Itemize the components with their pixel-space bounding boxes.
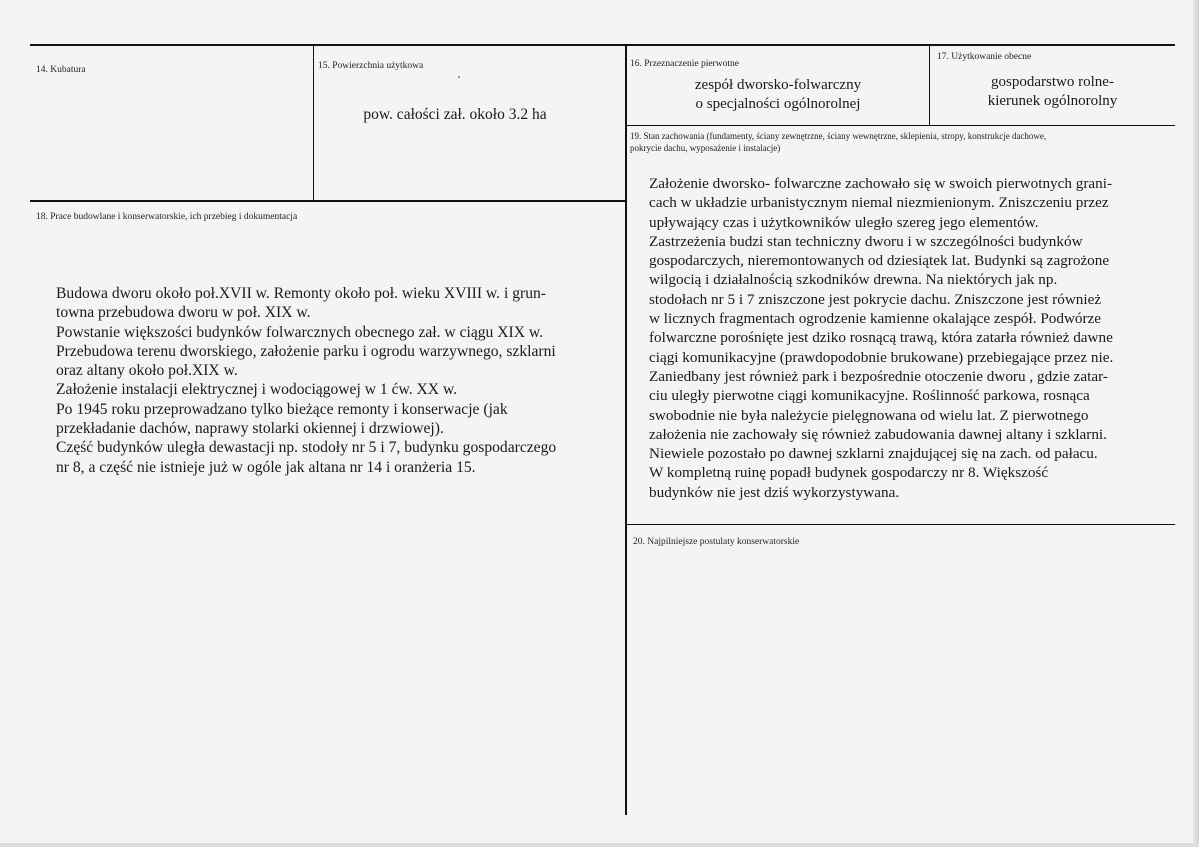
field-16-value	[627, 76, 929, 114]
field-20-label: 20. Najpilniejsze postulaty konserwatorskie	[633, 537, 800, 547]
field-18-line: przekładanie dachów, naprawy stolarki okiennej i drzwiowej).	[56, 420, 444, 438]
field-19-line: folwarczne porośnięte jest dziko rosnącą trawą, która zatarła również dawne	[649, 329, 1113, 347]
field-17-label: 17. Użytkowanie obecne	[937, 52, 1032, 62]
field-19-line: budynków nie jest dziś wykorzystywana.	[649, 483, 900, 501]
field-18-line: Przebudowa terenu dworskiego, założenie parku i ogrodu warzywnego, szklarni	[56, 342, 556, 360]
field-19-line: Niewiele pozostało po dawnej szklarni znajdującej się na zach. od pałacu.	[649, 445, 1098, 463]
field-19-label	[630, 130, 1046, 154]
field-19-line: stodołach nr 5 i 7 zniszczone jest pokrycie dachu. Zniszczone jest również	[649, 290, 1102, 308]
field-19-line: w licznych fragmentach ogrodzenie kamienne okalające zespół. Podwórze	[649, 310, 1102, 328]
field-17-value-line: kierunek ogólnorolny	[987, 93, 1118, 109]
field-18-text	[56, 284, 556, 477]
field-15-value: pow. całości zał. około 3.2 ha	[363, 106, 547, 123]
field-18-line: towna przebudowa dworu w poł. XIX w.	[56, 304, 311, 322]
field-18-label: 18. Prace budowlane i konserwatorskie, ich przebieg i dokumentacja	[36, 212, 298, 222]
field-18-line: oraz altany około poł.XIX w.	[56, 362, 238, 380]
field-18-line: Budowa dworu około poł.XVII w. Remonty około poł. wieku XVIII w. i grun-	[56, 285, 546, 302]
field-19-line: Zastrzeżenia budzi stan techniczny dworu i w szczególności budynków	[649, 232, 1083, 250]
main-col-divider	[625, 45, 627, 815]
field-19-line: ciągi komunikacyjne (prawdopodobnie brukowane) przebiegające przez nie.	[649, 348, 1114, 366]
field-16-value-line: zespół dworsko-folwarczny	[694, 77, 862, 93]
field-18-line: Powstanie większości budynków folwarcznych obecnego zał. w ciągu XIX w.	[56, 323, 544, 341]
field-14-label: 14. Kubatura	[36, 65, 86, 75]
field-18-line: Po 1945 roku przeprowadzano tylko bieżące remonty i konserwacje (jak	[56, 400, 508, 418]
field-15-label: 15. Powierzchnia użytkowa	[318, 61, 424, 71]
field-19-line: upływający czas i użytkowników uległo szereg jego elementów.	[649, 213, 1039, 231]
right-row2-bottom-line	[626, 524, 1175, 525]
field-19-label-line: pokrycie dachu, wyposażenie i instalacje)	[630, 143, 781, 153]
paper-edge-bottom	[0, 843, 1199, 847]
field-19-line: gospodarczych, nieremontowanych od dziesiątek lat. Budynki są zagrożone	[649, 252, 1110, 270]
field-19-line: wilgocią i działalnością szkodników drewna. Na niektórych jak np.	[649, 271, 1058, 289]
field-19-line: Zaniedbany jest również park i bezpośrednie otoczenie dworu , gdzie zatar-	[649, 367, 1108, 385]
paper-edge-right	[1193, 0, 1199, 847]
field-19-line: swobodnie nie była należycie pielęgnowana od wielu lat. Z pierwotnego	[649, 406, 1089, 424]
field-19-line: cach w układzie urbanistycznym niemal niezmienionym. Zniszczeniu przez	[649, 194, 1109, 212]
field-19-label-line: 19. Stan zachowania (fundamenty, ściany zewnętrzne, ściany wewnętrzne, sklepienia, stropy, konstrukcje dachowe,	[630, 131, 1047, 141]
right-row1-bottom-line	[626, 125, 1175, 126]
left-bottom-line	[30, 200, 626, 202]
stray-mark	[458, 76, 460, 78]
field-16-label: 16. Przeznaczenie pierwotne	[630, 59, 739, 69]
field-18-line: Założenie instalacji elektrycznej i wodociągowej w 1 ćw. XX w.	[56, 381, 458, 399]
field-18-line: Część budynków uległa dewastacji np. stodoły nr 5 i 7, budynku gospodarczego	[56, 439, 557, 457]
top-border-line	[30, 44, 1175, 46]
field-17-value-line: gospodarstwo rolne-	[991, 74, 1114, 90]
field-18-line: nr 8, a część nie istnieje już w ogóle jak altana nr 14 i oranżeria 15.	[56, 458, 476, 476]
field-19-line: założenia nie zachowały się również zabudowania dawnej altany i szklarni.	[649, 425, 1107, 443]
field-19-line: Założenie dworsko- folwarczne zachowało się w swoich pierwotnych grani-	[649, 175, 1113, 192]
field-19-line: W kompletną ruinę popadł budynek gospodarczy nr 8. Większość	[649, 464, 1049, 482]
field-16-value-line: o specjalności ogólnorolnej	[695, 96, 861, 112]
field-19-line: ciu uległy pierwotne ciągi komunikacyjne. Roślinność parkowa, rosnąca	[649, 387, 1090, 405]
field-19-text	[649, 174, 1113, 502]
field-17-value	[930, 73, 1175, 111]
